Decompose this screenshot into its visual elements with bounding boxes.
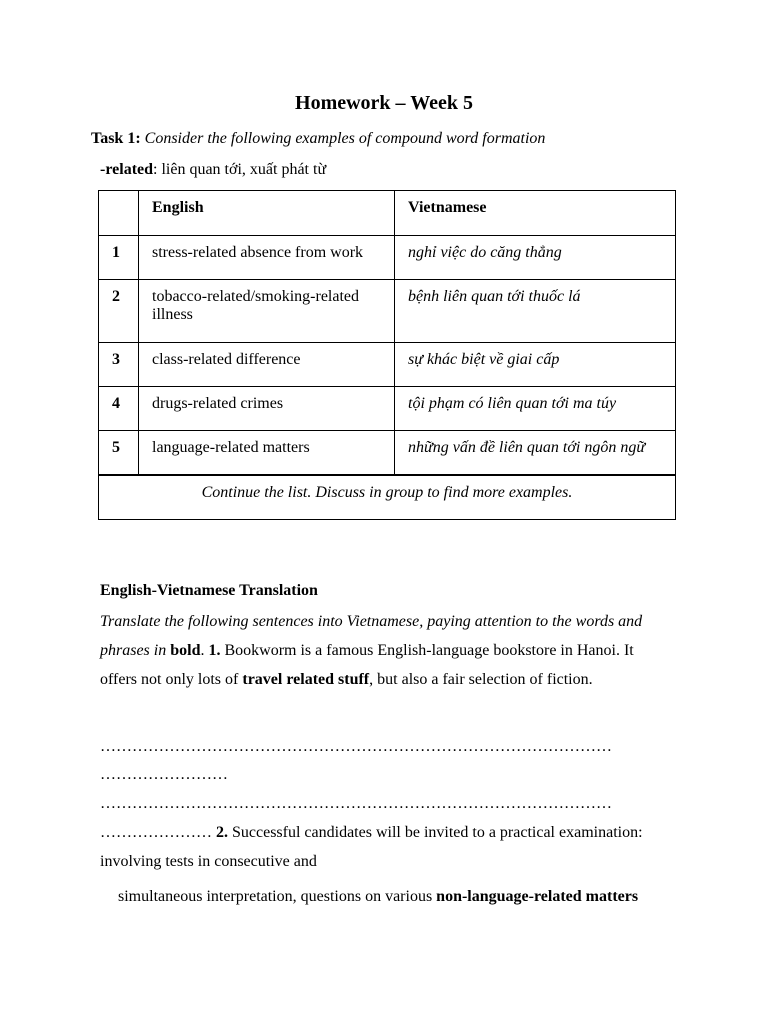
- answer-line-2: ……………………: [100, 766, 228, 783]
- row-english: class-related difference: [139, 343, 395, 387]
- row-vietnamese: sự khác biệt về giai cấp: [395, 343, 676, 387]
- table-row: [99, 431, 676, 476]
- table-header-vietnamese: Vietnamese: [395, 191, 676, 236]
- sentence-1-text-end: , but also a fair selection of fiction.: [369, 671, 593, 688]
- sentence-1-text: Bookworm is a famous English-language bookstore in Hanoi. It offers not only lots of: [100, 642, 634, 688]
- translation-heading: English-Vietnamese Translation: [100, 582, 318, 599]
- row-number: 2: [99, 280, 139, 343]
- row-english: language-related matters: [139, 431, 395, 476]
- row-english: tobacco-related/smoking-related illness: [139, 280, 395, 343]
- table-row: [99, 280, 676, 343]
- row-number: 3: [99, 343, 139, 387]
- related-meaning: : liên quan tới, xuất phát từ: [153, 161, 327, 178]
- row-english: drugs-related crimes: [139, 387, 395, 431]
- row-number: 4: [99, 387, 139, 431]
- sentence-2-continuation: [118, 888, 638, 906]
- table-header-english: English: [139, 191, 395, 236]
- row-vietnamese: bệnh liên quan tới thuốc lá: [395, 280, 676, 343]
- table-footer-note: Continue the list. Discuss in group to find more examples.: [99, 475, 676, 520]
- table-row: [99, 236, 676, 280]
- answer-line-3: ……………………………………………………………………………………: [100, 795, 612, 812]
- related-definition: [100, 161, 326, 179]
- period: .: [200, 642, 205, 659]
- table-header-number: [99, 191, 139, 236]
- related-term: -related: [100, 161, 154, 178]
- row-vietnamese: nghỉ việc do căng thẳng: [395, 236, 676, 280]
- compound-word-table: [98, 190, 676, 520]
- sentence-2-number: 2.: [216, 824, 228, 841]
- sentence-1-bold-phrase: travel related stuff: [242, 671, 370, 688]
- answer-line-4: …………………: [100, 824, 212, 841]
- sentence-1-number: 1.: [208, 642, 221, 659]
- table-row: [99, 387, 676, 431]
- sentence-2-bold-phrase: non-language-related matters: [436, 888, 639, 905]
- task1-label: Task 1:: [91, 130, 141, 147]
- table-footer-row: [99, 475, 676, 520]
- table-header-row: [99, 191, 676, 236]
- row-vietnamese: tội phạm có liên quan tới ma túy: [395, 387, 676, 431]
- page-title: Homework – Week 5: [295, 92, 473, 114]
- translation-instruction: Translate the following sentences into Vietnamese, paying attention to the words and phrases in: [100, 613, 643, 659]
- answer-line-1: ……………………………………………………………………………………: [100, 738, 612, 755]
- row-english: stress-related absence from work: [139, 236, 395, 280]
- sentence-2-text: Successful candidates will be invited to a practical examination: involving tests in consecutive and: [100, 824, 643, 870]
- task1-instruction: Consider the following examples of compound word formation: [144, 130, 546, 147]
- sentence-2-text-cont: simultaneous interpretation, questions on various: [118, 888, 433, 905]
- task1-heading: [91, 130, 545, 148]
- row-number: 5: [99, 431, 139, 476]
- translation-paragraph: [100, 607, 670, 694]
- sentence-2-paragraph: [100, 818, 670, 876]
- row-vietnamese: những vấn đề liên quan tới ngôn ngữ: [395, 431, 676, 476]
- bold-word: bold: [170, 642, 201, 659]
- table-row: [99, 343, 676, 387]
- row-number: 1: [99, 236, 139, 280]
